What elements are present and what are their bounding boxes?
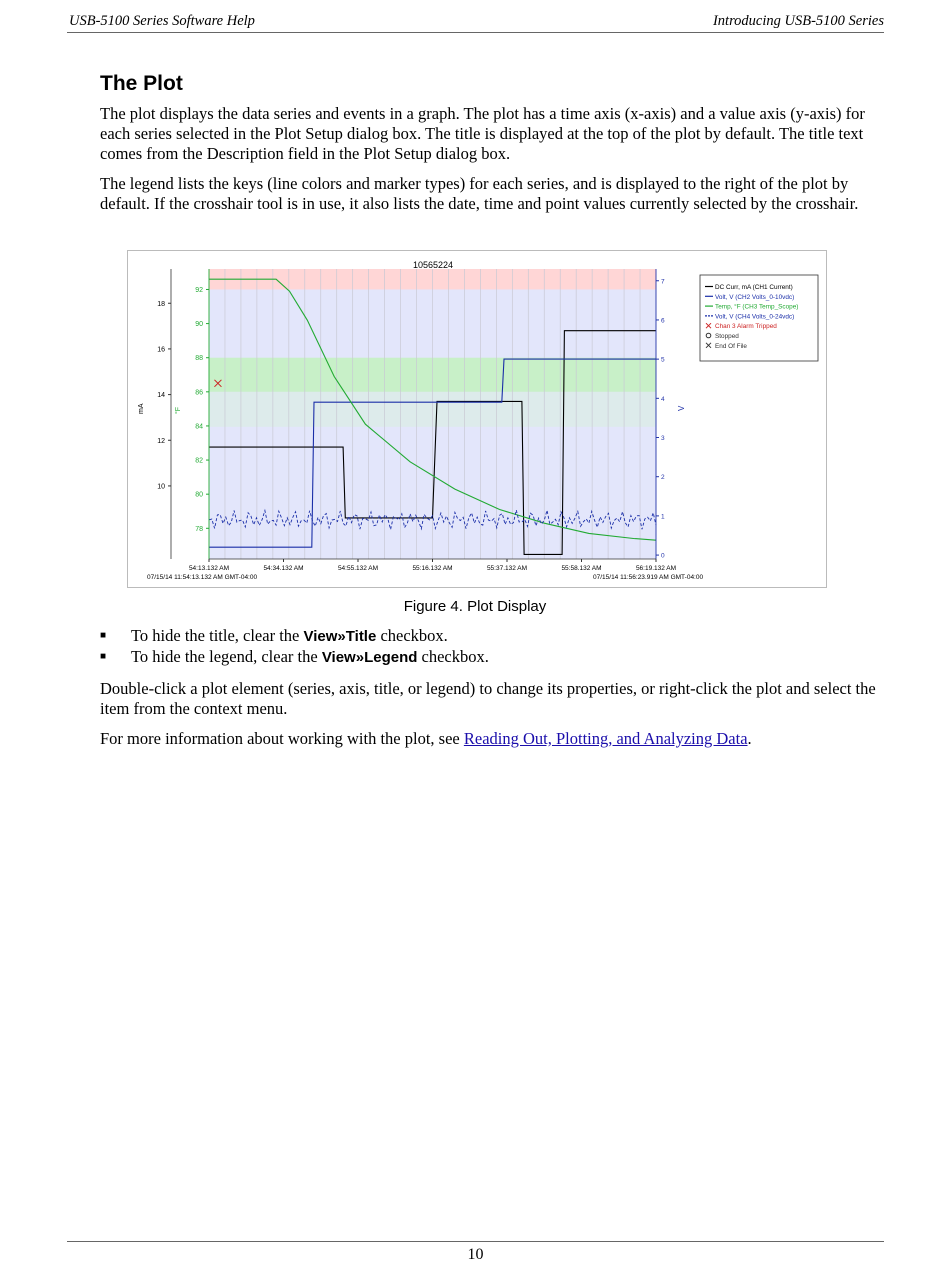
axis-x-tick-label: 55:16.132 AM [412,565,453,572]
axis-v-tick-label: 0 [661,552,665,560]
axis-v-tick-label: 6 [661,317,665,325]
page-header [67,12,884,33]
legend-label: End Of File [715,342,747,350]
legend-entry [705,313,794,320]
chart-legend[interactable] [700,275,818,361]
axis-x-tick-label: 55:58.132 AM [561,565,602,572]
plot-chart [128,251,826,587]
axis-v-label: V [677,405,686,411]
legend-entry [705,284,793,291]
axis-f-tick-label: 84 [195,423,203,431]
chart-title: 10565224 [412,260,454,270]
legend-entry [706,323,777,330]
legend-label: Stopped [715,333,739,340]
axis-ma-tick-label: 10 [157,483,165,491]
axis-f-tick-label: 78 [195,525,203,533]
figure-caption: Figure 4. Plot Display [403,598,547,615]
axis-ma-label: mA [138,403,145,414]
list-item: ■ To hide the title, clear the View»Title checkbox. [100,626,448,645]
axis-x-end-label: 07/15/14 11:56:23.919 AM GMT-04:00 [593,574,704,581]
bullet-list [100,626,886,668]
axis-v-tick-label: 2 [661,474,665,482]
axis-f-tick-label: 82 [195,457,203,465]
legend-entry [705,303,798,311]
legend-entry [705,294,794,301]
header-left: USB-5100 Series Software Help [69,13,255,29]
axis-v-tick-label: 1 [661,513,665,521]
axis-x-tick-label: 54:34.132 AM [263,565,304,572]
legend-label: Volt, V (CH2 Volts_0-10vdc) [715,293,795,301]
axis-f-label: °F [175,406,182,414]
axis-x-start-label: 07/15/14 11:54:13.132 AM GMT-04:00 [147,574,258,581]
after-figure-content [100,626,886,759]
axis-f-tick-label: 86 [195,389,203,397]
axis-v-tick-label: 4 [661,395,665,403]
header-right: Introducing USB-5100 Series [712,13,884,29]
legend-label: Volt, V (CH4 Volts_0-24vdc) [715,313,795,321]
axis-ma-tick-label: 16 [157,346,165,354]
paragraph-plot-description: The plot displays the data series and events in a graph. The plot has a time axis (x-axis) and a value axis (y-axis) for each series selected in the Plot Setup dialog box. The title is displayed at the top of the plot by default. The title text comes from the Description field in the Plot Setup dialog box. [100,104,865,163]
paragraph-double-click: Double-click a plot element (series, axis, title, or legend) to change its properties, or right-click the plot and select the item from the context menu. [100,679,876,718]
legend-label: Chan 3 Alarm Tripped [715,323,777,331]
axis-f-tick-label: 88 [195,355,203,363]
menu-path: View»Legend [321,649,418,666]
menu-path: View»Title [303,628,377,645]
axis-v-tick-label: 7 [661,278,665,286]
axis-x-tick-label: 54:55.132 AM [337,565,379,572]
axis-ma-tick-label: 14 [157,392,165,400]
plot-figure [127,250,827,588]
axis-f-tick-label: 92 [195,286,203,294]
section-title: The Plot [100,72,183,95]
axis-ma-tick-label: 18 [157,300,165,308]
reading-out-link[interactable]: Reading Out, Plotting, and Analyzing Data [463,729,748,748]
main-content [100,72,886,224]
axis-f-tick-label: 90 [195,321,203,329]
axis-ma-tick-label: 12 [157,437,165,445]
legend-label: DC Curr, mA (CH1 Current) [715,284,793,291]
bullet-icon: ■ [100,630,107,641]
legend-label: Temp, °F (CH3 Temp_Scope) [715,303,799,311]
axis-v-tick-label: 5 [661,356,665,364]
paragraph-more-info: For more information about working with the plot, see Reading Out, Plotting, and Analyzing Data. [100,729,752,748]
page-footer [67,1241,884,1264]
axis-x-tick-label: 55:37.132 AM [486,565,528,572]
axis-f-tick-label: 80 [195,491,203,499]
axis-x-tick-label: 56:19.132 AM [635,565,677,572]
paragraph-legend-description: The legend lists the keys (line colors and marker types) for each series, and is displayed to the right of the plot by default. If the crosshair tool is in use, it also lists the date, time and point values currently selected by the crosshair. [100,174,859,213]
list-item: ■ To hide the legend, clear the View»Legend checkbox. [100,647,489,666]
page-number: 10 [467,1246,484,1263]
axis-x-tick-label: 54:13.132 AM [188,565,230,572]
axis-v-tick-label: 3 [661,435,665,443]
bullet-icon: ■ [100,651,107,662]
